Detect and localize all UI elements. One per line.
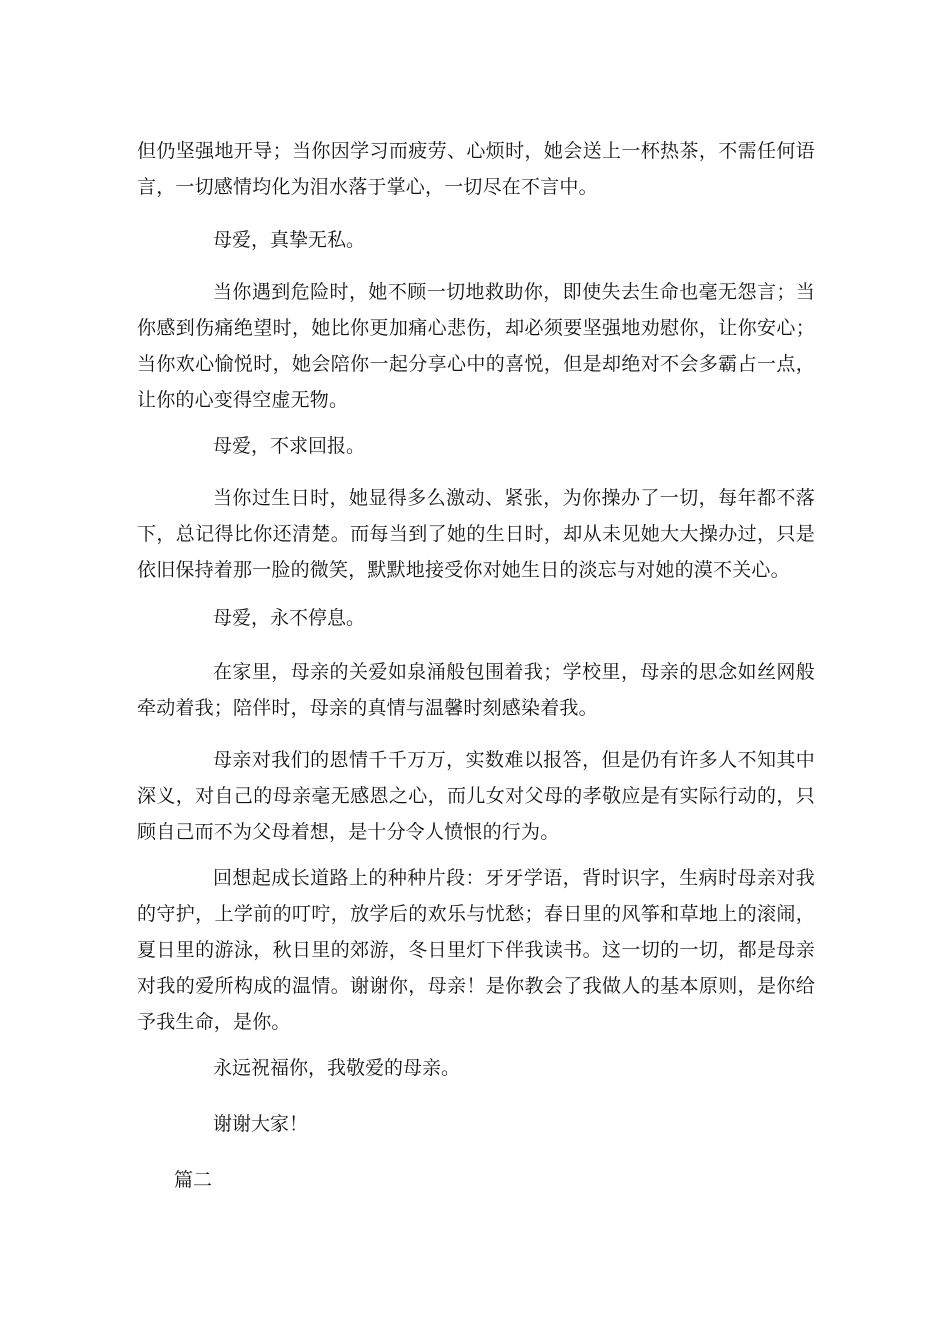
heading-no-return: 母爱，不求回报。 [213, 435, 366, 457]
paragraph-home-school: 在家里，母亲的关爱如泉涌般包围着我；学校里，母亲的思念如丝网般牵动着我；陪伴时，母亲的真情与温馨时刻感染着我。 [137, 661, 815, 719]
paragraph-memories: 回想起成长道路上的种种片段：牙牙学语，背时识字，生病时母亲对我的守护，上学前的叮咛，放学后的欢乐与忧愁；春日里的风筝和草地上的滚闹，夏日里的游泳，秋日里的郊游，冬日里灯下伴我读书。这一切的一切，都是母亲对我的爱所构成的温情。谢谢你，母亲！是你教会了我做人的基本原则，是你给予我生命，是你。 [137, 867, 815, 1033]
heading-never-stop: 母爱，永不停息。 [213, 607, 366, 629]
paragraph-continuation: 但仍坚强地开导；当你因学习而疲劳、心烦时，她会送上一杯热茶，不需任何语言，一切感情均化为泪水落于掌心，一切尽在不言中。 [137, 140, 815, 198]
section-label: 篇二 [174, 1169, 213, 1191]
closing-blessing: 永远祝福你，我敬爱的母亲。 [213, 1057, 461, 1079]
paragraph-gratitude: 母亲对我们的恩情千千万万，实数难以报答，但是仍有许多人不知其中深义，对自己的母亲毫无感恩之心，而儿女对父母的孝敬应是有实际行动的，只顾自己而不为父母着想，是十分令人愤恨的行为。 [137, 749, 815, 843]
paragraph-birthday: 当你过生日时，她显得多么激动、紧张，为你操办了一切，每年都不落下，总记得比你还清楚。而每当到了她的生日时，却从未见她大大操办过，只是依旧保持着那一脸的微笑，默默地接受你对她生日的淡忘与对她的漠不关心。 [137, 487, 815, 581]
closing-thanks: 谢谢大家！ [213, 1113, 309, 1135]
paragraph-danger: 当你遇到危险时，她不顾一切地救助你，即使失去生命也毫无怨言；当你感到伤痛绝望时，她比你更加痛心悲伤，却必须要坚强地劝慰你，让你安心；当你欢心愉悦时，她会陪你一起分享心中的喜悦，但是却绝对不会多霸占一点，让你的心变得空虚无物。 [137, 281, 815, 411]
heading-sincere-love: 母爱，真挚无私。 [213, 229, 366, 251]
